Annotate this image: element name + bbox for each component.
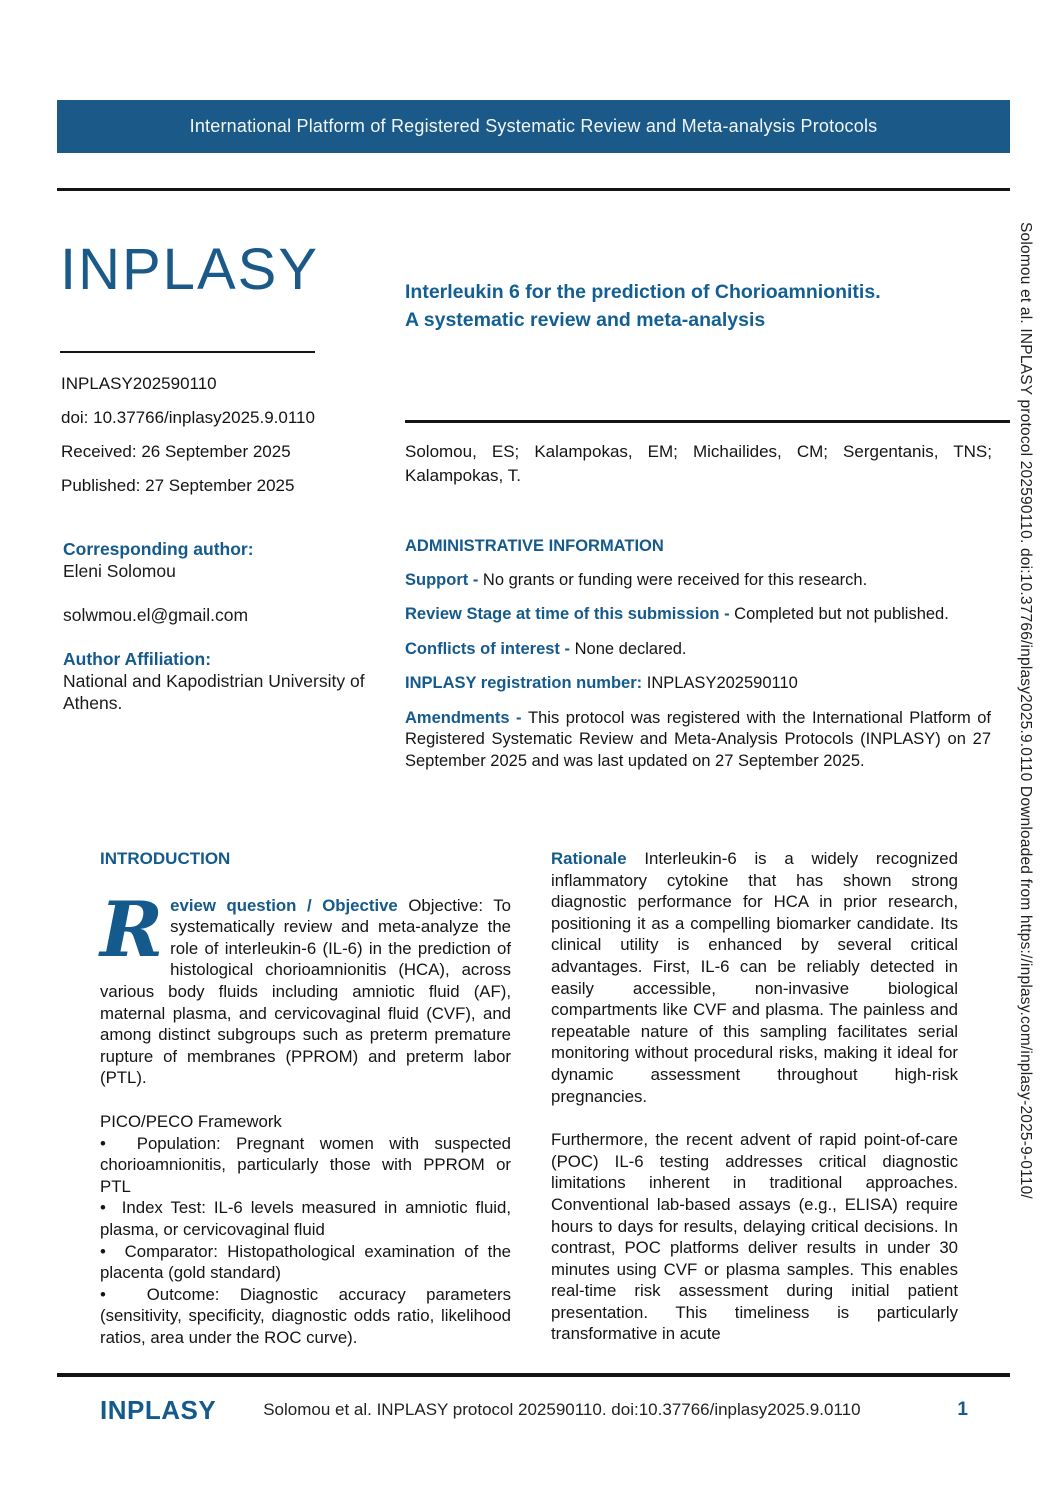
admin-item-amendments: Amendments - This protocol was registered with the International Platform of Registered Systematic Review and Meta-Analysis Protocols (INPLASY) on 27 September 2025 and was last updated on 27 September 2025. — [405, 708, 991, 770]
banner-title: International Platform of Registered Systematic Review and Meta-analysis Protocols — [189, 116, 878, 136]
affiliation-text: National and Kapodistrian University of Athens. — [63, 671, 365, 713]
footer-divider — [57, 1373, 1010, 1377]
rationale-paragraph — [551, 848, 958, 1107]
rationale-label: Rationale — [551, 849, 627, 868]
article-title-line1: Interleukin 6 for the prediction of Chorioamnionitis. — [405, 281, 881, 303]
header-banner — [57, 100, 1010, 153]
corresponding-author-label: Corresponding author: — [63, 539, 254, 559]
vertical-citation-text: Solomou et al. INPLASY protocol 202590110. doi:10.37766/inplasy2025.9.0110 Downloaded from https://inplasy.com/inplasy-2025-9-0110/ — [1017, 222, 1034, 1199]
header-divider — [57, 188, 1010, 191]
furthermore-paragraph: Furthermore, the recent advent of rapid point-of-care (POC) IL-6 testing addresses critical diagnostic limitations inherent in traditional approaches. Conventional lab-based assays (e.g., ELISA) require hours to days for results, delaying critical decisions. In contrast, POC platforms deliver results in under 30 minutes using CVF or plasma samples. This enables real-time risk assessment during initial patient presentation. This timeliness is particularly transformative in acute — [551, 1130, 958, 1344]
pico-heading: PICO/PECO Framework — [100, 1111, 282, 1131]
received-date: Received: 26 September 2025 — [61, 442, 291, 461]
admin-item-registration-number: INPLASY registration number: INPLASY202590110 — [405, 674, 798, 692]
affiliation-label: Author Affiliation: — [63, 649, 212, 669]
pico-item-outcome: • Outcome: Diagnostic accuracy parameters (sensitivity, specificity, diagnostic odds ratio, likelihood ratios, area under the ROC curve). — [100, 1284, 511, 1349]
footer-inplasy-logo: INPLASY — [100, 1394, 217, 1425]
page-footer — [100, 1392, 968, 1428]
contact-block — [63, 538, 395, 714]
corresponding-author-name: Eleni Solomou — [63, 561, 176, 581]
article-title — [405, 278, 995, 334]
footer-citation: Solomou et al. INPLASY protocol 202590110. doi:10.37766/inplasy2025.9.0110 — [263, 1400, 861, 1419]
admin-item-support: Support - No grants or funding were received for this research. — [405, 570, 868, 589]
admin-item-conflicts: Conflicts of interest - None declared. — [405, 639, 687, 658]
review-question-label: eview question / Objective — [170, 895, 398, 915]
admin-item-review-stage: Review Stage at time of this submission - Completed but not published. — [405, 605, 949, 623]
pico-item-index-test: • Index Test: IL-6 levels measured in amniotic fluid, plasma, or cervicovaginal fluid — [100, 1197, 511, 1240]
corresponding-author-email: solwmou.el@gmail.com — [63, 605, 249, 625]
registration-id: INPLASY202590110 — [61, 374, 217, 393]
authors-list: Solomou, ES; Kalampokas, EM; Michailides, CM; Sergentanis, TNS; Kalampokas, T. — [405, 442, 992, 485]
doi-line: doi: 10.37766/inplasy2025.9.0110 — [61, 408, 315, 427]
introduction-column-left — [100, 848, 511, 1348]
protocol-meta — [61, 374, 315, 510]
review-question-paragraph — [100, 884, 511, 1089]
review-question-text: Objective: To systematically review and meta-analyze the role of interleukin-6 (IL-6) in the prediction of histological chorioamnionitis (HCA), across various body fluids including amniotic fluid (AF), maternal plasma, and cervicovaginal fluid (CVF), and among distinct subgroups such as preterm premature rupture of membranes (PPROM) and preterm labor (PTL). — [100, 895, 511, 1088]
published-date: Published: 27 September 2025 — [61, 476, 295, 495]
inplasy-logo: INPLASY — [60, 237, 319, 302]
page-number: 1 — [957, 1399, 968, 1420]
pico-item-comparator: • Comparator: Histopathological examination of the placenta (gold standard) — [100, 1241, 511, 1284]
spacer — [63, 626, 395, 648]
introduction-column-right — [551, 848, 958, 1345]
article-title-line2: A systematic review and meta-analysis — [405, 309, 766, 331]
logo-divider — [60, 351, 315, 353]
rationale-text: Interleukin-6 is a widely recognized inflammatory cytokine that has shown strong diagnostic performance for HCA in prior research, positioning it as a compelling biomarker candidate. Its clinical utility is enhanced by several critical advantages. First, IL-6 can be reliably detected in easily accessible, non-invasive biological compartments like CVF and plasma. The painless and repeatable nature of this sampling facilitates serial monitoring without procedural risks, making it ideal for dynamic assessment throughout high-risk pregnancies. — [551, 849, 958, 1106]
spacer — [63, 582, 395, 604]
authors-divider — [405, 420, 1010, 423]
administrative-information-heading: ADMINISTRATIVE INFORMATION — [405, 537, 664, 555]
dropcap-letter: R — [100, 884, 164, 974]
pico-item-population: • Population: Pregnant women with suspected chorioamnionitis, particularly those with PPROM or PTL — [100, 1133, 511, 1198]
administrative-information-section — [405, 536, 991, 785]
introduction-heading: INTRODUCTION — [100, 849, 231, 868]
